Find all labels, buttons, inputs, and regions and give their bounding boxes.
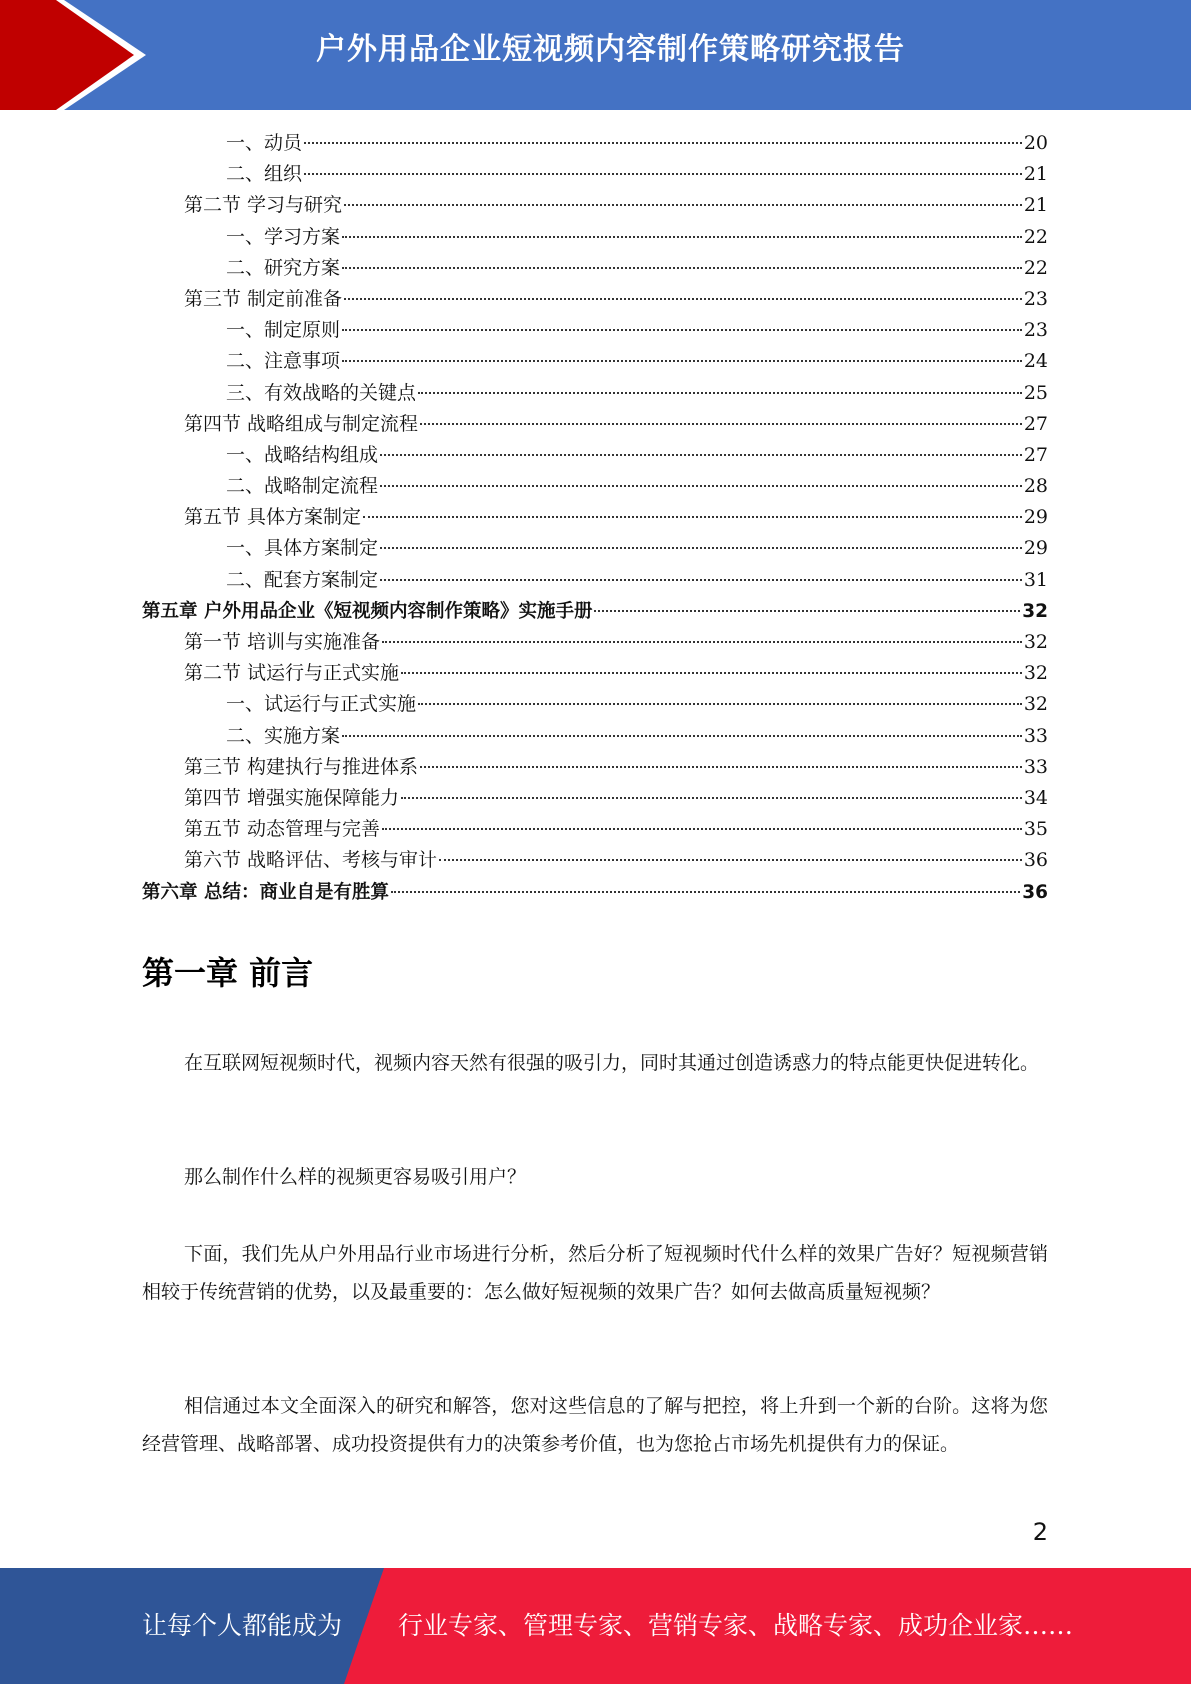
toc-entry-label: 一、试运行与正式实施 xyxy=(226,693,417,716)
toc-entry[interactable] xyxy=(142,565,1048,596)
toc-entry-page: 23 xyxy=(1023,319,1048,342)
toc-entry[interactable] xyxy=(142,190,1048,221)
toc-entry-label: 三、有效战略的关键点 xyxy=(226,381,417,404)
toc-entry-label: 第一节 培训与实施准备 xyxy=(184,631,381,653)
toc-entry-label: 一、制定原则 xyxy=(226,319,341,342)
body-paragraph: 下面，我们先从户外用品行业市场进行分析，然后分析了短视频时代什么样的效果广告好？短视频营销相较于传统营销的优势，以及最重要的：怎么做好短视频的效果广告？如何去做高质量短视频？ xyxy=(142,1243,1048,1303)
toc-entry-page: 21 xyxy=(1023,194,1048,217)
toc-entry-page: 36 xyxy=(1023,849,1048,872)
toc-entry-page: 27 xyxy=(1023,412,1048,435)
toc-dot-leader xyxy=(380,454,1022,456)
toc-entry[interactable] xyxy=(142,440,1048,471)
toc-entry-label: 第五节 动态管理与完善 xyxy=(184,818,381,841)
toc-dot-leader xyxy=(391,891,1020,893)
toc-entry-page: 22 xyxy=(1023,225,1048,248)
toc-entry[interactable] xyxy=(142,533,1048,564)
toc-dot-leader xyxy=(363,516,1022,518)
toc-dot-leader xyxy=(344,298,1022,300)
toc-entry-page: 27 xyxy=(1023,443,1048,466)
toc-entry-page: 35 xyxy=(1023,818,1048,841)
page-footer xyxy=(0,1568,1191,1684)
toc-entry-label: 一、动员 xyxy=(226,132,303,154)
toc-entry[interactable] xyxy=(142,689,1048,720)
footer-slogan-left: 让每个人都能成为 xyxy=(142,1611,343,1640)
toc-entry[interactable] xyxy=(142,845,1048,876)
toc-entry-page: 31 xyxy=(1023,568,1048,591)
toc-dot-leader xyxy=(342,236,1022,238)
toc-entry-label: 二、组织 xyxy=(226,163,303,186)
body-paragraph: 在互联网短视频时代，视频内容天然有很强的吸引力，同时其通过创造诱惑力的特点能更快促进转化。 xyxy=(184,1052,1040,1074)
toc-entry-label: 二、战略制定流程 xyxy=(226,475,379,498)
toc-entry[interactable] xyxy=(142,284,1048,315)
toc-dot-leader xyxy=(439,859,1022,861)
toc-dot-leader xyxy=(342,735,1022,737)
table-of-contents xyxy=(142,128,1048,908)
toc-entry[interactable] xyxy=(142,814,1048,845)
toc-entry[interactable] xyxy=(142,877,1048,908)
page-header xyxy=(0,0,1191,110)
toc-entry-label: 第二节 试运行与正式实施 xyxy=(184,662,400,685)
toc-entry-label: 一、具体方案制定 xyxy=(226,537,379,560)
toc-entry[interactable] xyxy=(142,471,1048,502)
toc-entry-page: 32 xyxy=(1023,662,1048,685)
toc-entry-label: 一、学习方案 xyxy=(226,225,341,248)
toc-entry-label: 第四节 战略组成与制定流程 xyxy=(184,412,419,435)
toc-entry[interactable] xyxy=(142,658,1048,689)
toc-dot-leader xyxy=(304,173,1022,175)
toc-dot-leader xyxy=(380,485,1022,487)
toc-entry-page: 22 xyxy=(1023,256,1048,279)
body-paragraph: 相信通过本文全面深入的研究和解答，您对这些信息的了解与把控，将上升到一个新的台阶。这将为您经营管理、战略部署、成功投资提供有力的决策参考价值，也为您抢占市场先机提供有力的保证。 xyxy=(142,1395,1048,1455)
toc-entry-label: 第五章 户外用品企业《短视频内容制作策略》实施手册 xyxy=(142,600,593,622)
toc-dot-leader xyxy=(418,392,1022,394)
toc-entry-page: 29 xyxy=(1023,506,1048,529)
toc-entry-page: 24 xyxy=(1023,350,1048,373)
toc-entry-label: 第三节 制定前准备 xyxy=(184,287,343,310)
toc-entry[interactable] xyxy=(142,315,1048,346)
toc-entry[interactable] xyxy=(142,128,1048,159)
toc-entry-label: 二、配套方案制定 xyxy=(226,568,379,591)
toc-entry-page: 32 xyxy=(1023,631,1048,653)
toc-entry-page: 34 xyxy=(1023,786,1048,809)
toc-dot-leader xyxy=(342,267,1022,269)
toc-dot-leader xyxy=(382,641,1022,643)
toc-entry-page: 32 xyxy=(1022,600,1048,622)
page-number: 2 xyxy=(1032,1518,1048,1546)
toc-entry-label: 第五节 具体方案制定 xyxy=(184,506,362,529)
toc-entry-label: 二、注意事项 xyxy=(226,350,341,373)
toc-dot-leader xyxy=(594,610,1020,612)
toc-dot-leader xyxy=(401,797,1022,799)
toc-entry-label: 第六节 战略评估、考核与审计 xyxy=(184,849,438,872)
toc-entry[interactable] xyxy=(142,502,1048,533)
toc-entry-page: 32 xyxy=(1023,693,1048,716)
toc-entry[interactable] xyxy=(142,783,1048,814)
toc-entry-page: 20 xyxy=(1023,132,1048,154)
toc-entry[interactable] xyxy=(142,627,1048,658)
toc-dot-leader xyxy=(382,828,1022,830)
toc-entry-label: 一、战略结构组成 xyxy=(226,443,379,466)
toc-dot-leader xyxy=(380,579,1022,581)
toc-entry-label: 第三节 构建执行与推进体系 xyxy=(184,755,419,778)
toc-entry[interactable] xyxy=(142,346,1048,377)
footer-slogan-right: 行业专家、管理专家、营销专家、战略专家、成功企业家…… xyxy=(398,1611,1074,1640)
toc-dot-leader xyxy=(342,360,1022,362)
toc-dot-leader xyxy=(342,329,1022,331)
toc-entry-page: 33 xyxy=(1023,755,1048,778)
toc-entry-label: 二、实施方案 xyxy=(226,724,341,747)
toc-dot-leader xyxy=(304,142,1022,144)
toc-entry-page: 33 xyxy=(1023,724,1048,747)
toc-entry-page: 29 xyxy=(1023,537,1048,560)
toc-entry-label: 第四节 增强实施保障能力 xyxy=(184,786,400,809)
chapter-heading: 第一章 前言 xyxy=(142,954,314,992)
toc-entry-page: 36 xyxy=(1022,881,1048,903)
toc-entry-page: 28 xyxy=(1023,475,1048,498)
toc-dot-leader xyxy=(420,766,1022,768)
toc-dot-leader xyxy=(380,547,1022,549)
toc-entry-label: 第六章 总结：商业自是有胜算 xyxy=(142,881,389,903)
toc-entry-page: 21 xyxy=(1023,163,1048,186)
toc-dot-leader xyxy=(418,703,1022,705)
toc-entry[interactable] xyxy=(142,752,1048,783)
toc-entry-label: 二、研究方案 xyxy=(226,256,341,279)
toc-dot-leader xyxy=(344,204,1022,206)
toc-entry[interactable] xyxy=(142,721,1048,752)
toc-entry[interactable] xyxy=(142,378,1048,409)
toc-dot-leader xyxy=(401,672,1022,674)
toc-entry[interactable] xyxy=(142,222,1048,253)
toc-entry-label: 第二节 学习与研究 xyxy=(184,194,343,217)
toc-entry[interactable] xyxy=(142,253,1048,284)
header-title: 户外用品企业短视频内容制作策略研究报告 xyxy=(316,32,905,67)
body-paragraph: 那么制作什么样的视频更容易吸引用户？ xyxy=(184,1166,527,1188)
toc-entry-page: 23 xyxy=(1023,287,1048,310)
toc-entry[interactable] xyxy=(142,409,1048,440)
toc-entry-page: 25 xyxy=(1023,381,1048,404)
toc-entry[interactable] xyxy=(142,596,1048,627)
toc-entry[interactable] xyxy=(142,159,1048,190)
toc-dot-leader xyxy=(420,423,1022,425)
